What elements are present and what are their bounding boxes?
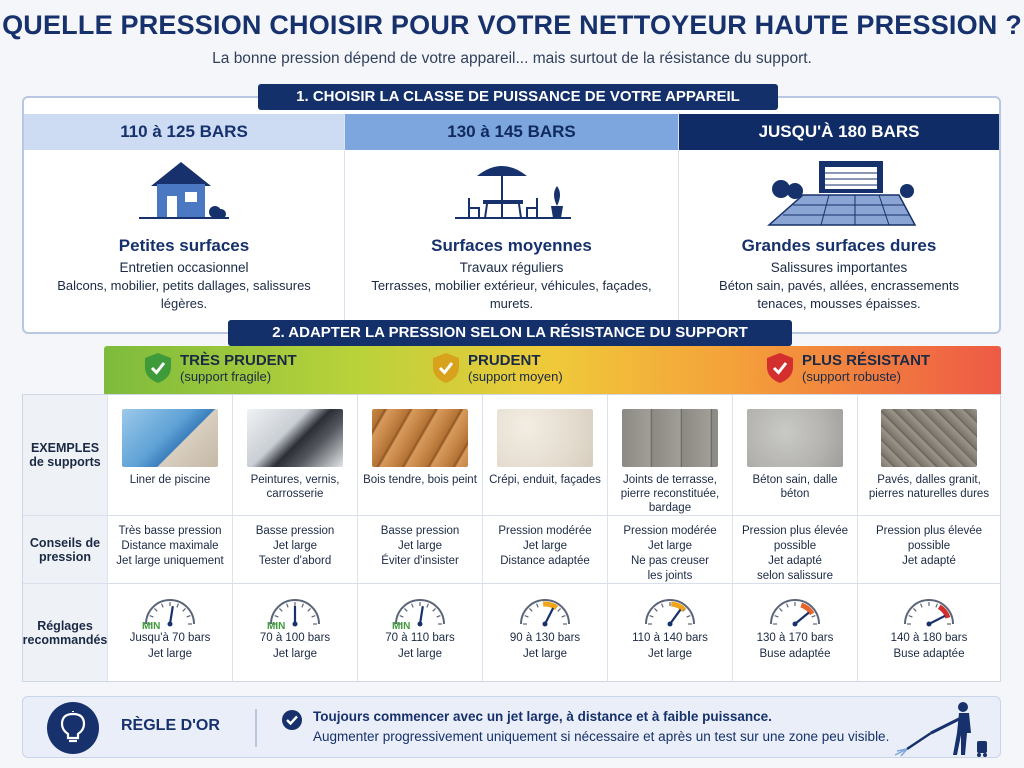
lightbulb-icon	[47, 702, 99, 754]
example-label: Bois tendre, bois peint	[363, 474, 477, 486]
setting-line: 70 à 110 bars	[385, 632, 455, 644]
tip-line: selon salissure	[756, 570, 834, 582]
tip-line: Éviter d'insister	[381, 555, 459, 567]
class-column-large	[678, 114, 999, 332]
example-label: Béton sain, dalle béton	[752, 474, 838, 500]
tip-line: Basse pression	[380, 525, 460, 537]
class-usage: Salissures importantes	[770, 260, 908, 275]
level-title: PRUDENT	[468, 352, 541, 369]
tips-cell	[107, 515, 232, 583]
setting-line: Buse adaptée	[759, 648, 831, 660]
golden-rule-title: RÈGLE D'OR	[121, 717, 220, 734]
class-range: 130 à 145 BARS	[345, 114, 678, 150]
pressure-gauge-icon	[899, 594, 959, 630]
support-photo	[122, 409, 218, 467]
page-title: QUELLE PRESSION CHOISIR POUR VOTRE NETTOYEUR HAUTE PRESSION ?	[2, 10, 1022, 40]
golden-rule-line2: Augmenter progressivement uniquement si nécessaire et après un test sur une zone peu visible.	[313, 729, 890, 744]
tip-line: Pression modérée	[498, 525, 592, 537]
tip-line: Très basse pression	[118, 525, 222, 537]
row-label-examples: EXEMPLES de supports	[23, 395, 107, 515]
setting-line: Jusqu'à 70 bars	[129, 632, 211, 644]
setting-line: Buse adaptée	[893, 648, 965, 660]
pressure-gauge-icon	[390, 594, 450, 630]
settings-cell	[232, 583, 357, 681]
power-class-section	[22, 96, 1001, 334]
pressure-gauge-icon	[765, 594, 825, 630]
tip-line: possible	[907, 540, 951, 552]
class-column-medium	[344, 114, 678, 332]
class-description: Béton sain, pavés, allées, encrassements tenaces, mousses épaisses.	[719, 278, 959, 311]
tip-line: Ne pas creuser	[631, 555, 709, 567]
example-label: Liner de piscine	[129, 474, 211, 486]
level-very-careful	[144, 352, 297, 384]
setting-line: Jet large	[147, 648, 193, 660]
setting-line: 140 à 180 bars	[890, 632, 968, 644]
support-photo	[497, 409, 593, 467]
pressure-gauge-icon	[515, 594, 575, 630]
example-cell	[357, 395, 482, 515]
tip-line: Distance adaptée	[500, 555, 590, 567]
pressure-gauge-icon	[265, 594, 325, 630]
example-label: Joints de terrasse, pierre reconstituée, bardage	[620, 474, 720, 514]
section2-banner: 2. ADAPTER LA PRESSION SELON LA RÉSISTANCE DU SUPPORT	[228, 320, 792, 346]
gauge-min-label: MIN	[142, 621, 161, 630]
tip-line: Pression plus élevée	[741, 525, 849, 537]
tip-line: Jet large	[397, 540, 443, 552]
tips-cell	[232, 515, 357, 583]
tip-line: Basse pression	[255, 525, 335, 537]
level-careful	[432, 352, 563, 384]
row-label-tips: Conseils de pression	[23, 515, 107, 583]
settings-cell	[857, 583, 1000, 681]
settings-cell	[607, 583, 732, 681]
setting-line: Jet large	[272, 648, 318, 660]
shield-check-icon	[432, 352, 460, 384]
setting-line: Jet large	[522, 648, 568, 660]
page-subtitle: La bonne pression dépend de votre appareil... mais surtout de la résistance du support.	[212, 50, 812, 67]
class-range: JUSQU'À 180 BARS	[679, 114, 999, 150]
golden-rule-line1: Toujours commencer avec un jet large, à distance et à faible puissance.	[313, 709, 772, 724]
pressure-gauge-icon	[640, 594, 700, 630]
gauge-min-label: MIN	[267, 621, 286, 630]
class-name: Grandes surfaces dures	[741, 236, 937, 255]
class-description: Balcons, mobilier, petits dallages, salissures légères.	[57, 278, 311, 311]
example-cell	[857, 395, 1000, 515]
setting-line: 70 à 100 bars	[259, 632, 331, 644]
settings-cell	[357, 583, 482, 681]
support-photo	[372, 409, 468, 467]
level-title: PLUS RÉSISTANT	[802, 352, 931, 369]
tip-line: Pression modérée	[623, 525, 717, 537]
patio-icon	[447, 156, 577, 228]
settings-cell	[482, 583, 607, 681]
example-label: Peintures, vernis, carrosserie	[250, 474, 340, 500]
check-circle-icon	[281, 709, 303, 731]
tips-cell	[482, 515, 607, 583]
class-name: Surfaces moyennes	[431, 236, 592, 255]
golden-rule-footer	[22, 696, 1001, 758]
tip-line: possible	[773, 540, 817, 552]
setting-line: Jet large	[397, 648, 443, 660]
tip-line: Jet large	[272, 540, 318, 552]
support-photo	[747, 409, 843, 467]
settings-cell	[732, 583, 857, 681]
level-subtitle: (support moyen)	[468, 369, 563, 384]
example-cell	[482, 395, 607, 515]
level-title: TRÈS PRUDENT	[180, 352, 297, 369]
tip-line: les joints	[647, 570, 693, 582]
setting-line: Jet large	[647, 648, 693, 660]
tip-line: Jet adapté	[902, 555, 956, 567]
setting-line: 90 à 130 bars	[509, 632, 581, 644]
shield-check-icon	[144, 352, 172, 384]
tips-cell	[732, 515, 857, 583]
class-usage: Travaux réguliers	[459, 260, 564, 275]
example-cell	[732, 395, 857, 515]
house-icon	[129, 156, 239, 228]
row-label-settings: Réglages recommandés	[23, 583, 107, 681]
resistance-scale	[104, 346, 1001, 394]
tip-line: Jet adapté	[768, 555, 822, 567]
setting-line: 130 à 170 bars	[756, 632, 834, 644]
pressure-gauge-icon	[140, 594, 200, 630]
example-label: Crépi, enduit, façades	[489, 474, 601, 486]
example-cell	[607, 395, 732, 515]
tips-cell	[607, 515, 732, 583]
section1-banner: 1. CHOISIR LA CLASSE DE PUISSANCE DE VOTRE APPAREIL	[258, 84, 778, 110]
tips-cell	[357, 515, 482, 583]
divider	[255, 709, 257, 747]
example-cell	[232, 395, 357, 515]
level-more-resistant	[766, 352, 930, 384]
example-label: Pavés, dalles granit, pierres naturelles dures	[868, 474, 990, 500]
support-photo	[622, 409, 718, 467]
tips-cell	[857, 515, 1000, 583]
level-subtitle: (support fragile)	[180, 369, 272, 384]
shield-check-icon	[766, 352, 794, 384]
tip-line: Tester d'abord	[258, 555, 332, 567]
tip-line: Pression plus élevée	[875, 525, 983, 537]
class-name: Petites surfaces	[118, 236, 250, 255]
class-column-small	[24, 114, 344, 332]
settings-cell	[107, 583, 232, 681]
tip-line: Jet large	[522, 540, 568, 552]
class-range: 110 à 125 BARS	[24, 114, 344, 150]
tip-line: Distance maximale	[121, 540, 219, 552]
example-cell	[107, 395, 232, 515]
tip-line: Jet large	[647, 540, 693, 552]
class-usage: Entretien occasionnel	[119, 260, 249, 275]
support-photo	[881, 409, 977, 467]
class-description: Terrasses, mobilier extérieur, véhicules, façades, murets.	[371, 278, 652, 311]
support-photo	[247, 409, 343, 467]
setting-line: 110 à 140 bars	[632, 632, 708, 644]
tip-line: Jet large uniquement	[116, 555, 224, 567]
level-subtitle: (support robuste)	[802, 369, 901, 384]
garage-driveway-icon	[759, 155, 919, 229]
pressure-washer-worker-icon	[891, 699, 991, 757]
support-table	[22, 394, 1001, 682]
gauge-min-label: MIN	[392, 621, 411, 630]
